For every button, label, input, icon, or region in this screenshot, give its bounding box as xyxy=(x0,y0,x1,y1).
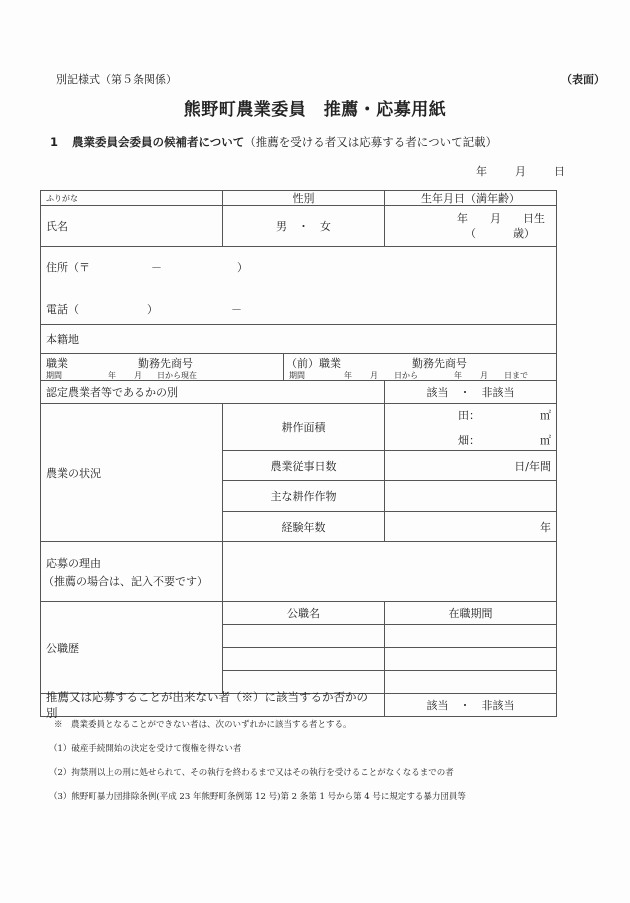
phone-label: 電話（ xyxy=(46,303,79,316)
certified-farmer-label xyxy=(40,380,385,404)
birth-age-open: （ xyxy=(465,227,476,240)
years-unit: 年 xyxy=(540,520,551,534)
public-office-label-text: 公職歴 xyxy=(46,641,79,655)
reason-field[interactable] xyxy=(222,541,557,602)
gender-header-text: 性別 xyxy=(292,192,315,205)
upland-field-label: 畑： xyxy=(458,434,480,447)
cultivated-area-field[interactable] xyxy=(384,403,557,451)
date-line[interactable] xyxy=(476,163,565,179)
rice-paddy-label: 田： xyxy=(458,409,480,422)
gender-value: 男 ・ 女 xyxy=(276,220,331,233)
prev-month-from: 月 xyxy=(370,371,378,380)
days-unit: 日/年間 xyxy=(514,459,551,473)
period-label: 期間 xyxy=(46,371,62,380)
office-period-field-2[interactable] xyxy=(384,647,557,671)
section-heading xyxy=(50,134,497,150)
prev-year-from: 年 xyxy=(344,371,352,380)
experience-years-label xyxy=(222,511,385,542)
office-name-field-2[interactable] xyxy=(222,647,385,671)
office-period-field-3[interactable] xyxy=(384,670,557,694)
certified-label-text: 認定農業者等であるかの別 xyxy=(46,386,178,399)
prev-occupation-label: （前）職業 xyxy=(286,357,341,370)
prev-from: 日から xyxy=(394,371,418,380)
phone-dash: － xyxy=(231,303,242,316)
prev-period-label: 期間 xyxy=(289,371,305,380)
period-month: 月 xyxy=(134,371,142,380)
occupation-label: 職業 xyxy=(46,357,68,370)
gender-field[interactable] xyxy=(222,205,385,247)
office-period-header xyxy=(384,601,557,625)
domicile-label: 本籍地 xyxy=(46,333,79,346)
furigana-label: ふりがな xyxy=(46,193,78,203)
date-day: 日 xyxy=(554,165,565,178)
name-field[interactable] xyxy=(40,205,223,247)
public-office-label xyxy=(40,601,223,694)
birthdate-field[interactable] xyxy=(384,205,557,247)
reason-label-text: 応募の理由 xyxy=(46,556,101,570)
side-label: （表面） xyxy=(561,73,605,86)
furigana-field[interactable] xyxy=(40,190,223,206)
office-period-header-text: 在職期間 xyxy=(448,607,493,620)
address-dash: － xyxy=(151,261,162,274)
main-crops-field[interactable] xyxy=(384,480,557,512)
prev-employer-label: 勤務先商号 xyxy=(412,357,467,370)
period-year: 年 xyxy=(108,371,116,380)
certified-farmer-choice[interactable] xyxy=(384,380,557,404)
page-title: 熊野町農業委員 推薦・応募用紙 xyxy=(183,100,447,120)
previous-occupation-field[interactable] xyxy=(283,353,557,381)
period-from: 日から現在 xyxy=(157,371,197,380)
farming-status-label xyxy=(40,403,223,542)
birth-line1: 年 月 日生 xyxy=(457,212,545,225)
note-item-3: （3）熊野町暴力団排除条例(平成 23 年熊野町条例第 12 号)第 2 条第 1 号から第 4 号に規定する暴力団員等 xyxy=(49,792,466,802)
years-label-text: 経験年数 xyxy=(281,520,326,534)
office-name-header-text: 公職名 xyxy=(287,607,320,620)
employer-label: 勤務先商号 xyxy=(138,357,193,370)
note-item-2: （2）拘禁刑以上の刑に処せられて、その執行を終わるまで又はその執行を受けることがなくなるまでの者 xyxy=(49,768,454,778)
note-item-1: （1）破産手続開始の決定を受けて復権を得ない者 xyxy=(49,744,242,754)
office-name-header xyxy=(222,601,385,625)
rice-unit: ㎡ xyxy=(540,409,551,422)
prev-month-to: 月 xyxy=(480,371,488,380)
farming-days-label xyxy=(222,450,385,481)
section-title: 農業委員会委員の候補者について xyxy=(72,135,245,149)
gender-header xyxy=(222,190,385,206)
note-intro: ※ 農業委員となることができない者は、次のいずれかに該当する者とする。 xyxy=(54,720,352,730)
birth-age-close: 歳） xyxy=(513,227,535,240)
section-number: 1 xyxy=(50,135,59,149)
area-label-text: 耕作面積 xyxy=(281,421,326,434)
disqualify-label-text: 推薦又は応募することが出来ない者（※）に該当するか否かの別 xyxy=(46,690,368,720)
farming-days-field[interactable] xyxy=(384,450,557,481)
disqualify-value: 該当 ・ 非該当 xyxy=(426,699,515,712)
name-label: 氏名 xyxy=(46,220,68,233)
address-phone-field[interactable] xyxy=(40,246,557,325)
reason-label xyxy=(40,541,223,602)
days-label-text: 農業従事日数 xyxy=(270,459,337,473)
application-table xyxy=(40,190,557,720)
prev-year-to: 年 xyxy=(454,371,462,380)
domicile-field[interactable] xyxy=(40,324,557,354)
main-crops-label xyxy=(222,480,385,512)
date-year: 年 xyxy=(476,165,487,178)
birth-header xyxy=(384,190,557,206)
crops-label-text: 主な耕作作物 xyxy=(270,490,337,503)
experience-years-field[interactable] xyxy=(384,511,557,542)
office-period-field-1[interactable] xyxy=(384,624,557,648)
address-close: ） xyxy=(237,261,248,274)
office-name-field-1[interactable] xyxy=(222,624,385,648)
field-unit: ㎡ xyxy=(540,434,551,447)
address-label: 住所（〒 xyxy=(46,261,90,274)
reason-note: （推薦の場合は、記入不要です） xyxy=(43,574,208,588)
birth-header-text: 生年月日（満年齢） xyxy=(421,192,520,205)
farming-label-text: 農業の状況 xyxy=(46,466,101,480)
current-occupation-field[interactable] xyxy=(40,353,284,381)
prev-to: 日まで xyxy=(504,371,528,380)
cultivated-area-label xyxy=(222,403,385,451)
certified-value: 該当 ・ 非該当 xyxy=(426,386,515,399)
phone-close: ） xyxy=(147,303,158,316)
section-note: （推薦を受ける者又は応募する者について記載） xyxy=(244,135,498,149)
disqualification-label xyxy=(40,690,385,720)
disqualification-choice[interactable] xyxy=(384,693,557,717)
date-month: 月 xyxy=(515,165,526,178)
form-reference: 別記様式（第５条関係） xyxy=(56,73,177,86)
